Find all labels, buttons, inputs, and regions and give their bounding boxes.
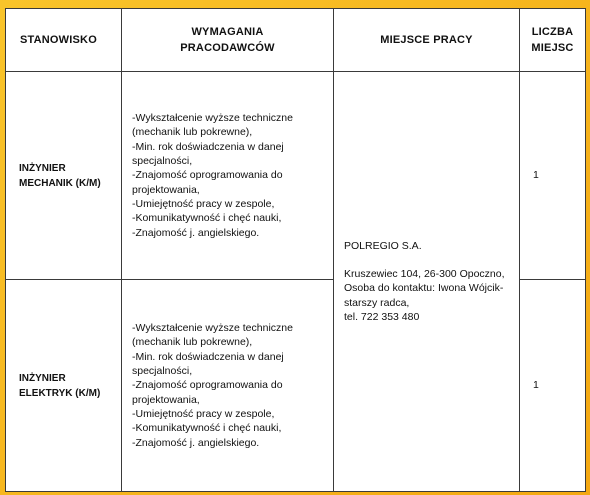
- header-count: [520, 9, 586, 72]
- requirement-line: projektowania,: [132, 183, 200, 196]
- header-count-line2: MIEJSC: [531, 42, 574, 54]
- header-position: [6, 9, 122, 72]
- count-value: 1: [533, 379, 539, 392]
- requirement-line: (mechanik lub pokrewne),: [132, 126, 253, 139]
- requirement-line: -Znajomość oprogramowania do: [132, 379, 283, 392]
- requirement-line: projektowania,: [132, 393, 200, 406]
- header-requirements-line2: PRACODAWCÓW: [180, 42, 275, 54]
- header-requirements: [122, 9, 334, 72]
- requirement-line: -Komunikatywność i chęć nauki,: [132, 212, 282, 225]
- requirement-line: -Znajomość j. angielskiego.: [132, 436, 260, 449]
- requirement-line: -Min. rok doświadczenia w danej: [132, 140, 284, 153]
- position-title-line2: MECHANIK (K/M): [19, 177, 101, 189]
- requirement-line: -Znajomość j. angielskiego.: [132, 226, 260, 239]
- requirement-line: (mechanik lub pokrewne),: [132, 336, 253, 349]
- requirement-line: -Wykształcenie wyższe techniczne: [132, 112, 293, 125]
- company-address: Kruszewiec 104, 26-300 Opoczno,: [344, 268, 505, 281]
- header-row: [6, 9, 586, 72]
- requirement-line: specjalności,: [132, 365, 193, 378]
- requirement-line: -Min. rok doświadczenia w danej: [132, 350, 284, 363]
- requirement-line: -Znajomość oprogramowania do: [132, 169, 283, 182]
- company-name: POLREGIO S.A.: [344, 239, 422, 252]
- job-offers-table: [5, 8, 586, 492]
- contact-phone: tel. 722 353 480: [344, 310, 420, 323]
- header-requirements-line1: WYMAGANIA: [191, 26, 264, 38]
- requirements-cell: [122, 280, 334, 492]
- position-title-line1: INŻYNIER: [19, 162, 66, 174]
- requirement-line: -Komunikatywność i chęć nauki,: [132, 422, 282, 435]
- contact-person-line2: starszy radca,: [344, 296, 410, 309]
- workplace-cell: [334, 72, 520, 492]
- count-cell: [520, 280, 586, 492]
- requirement-line: -Wykształcenie wyższe techniczne: [132, 322, 293, 335]
- requirement-line: specjalności,: [132, 155, 193, 168]
- position-title-line1: INŻYNIER: [19, 372, 66, 384]
- requirements-cell: [122, 72, 334, 280]
- header-workplace: [334, 9, 520, 72]
- position-cell: [6, 72, 122, 280]
- table-row-mechanik: [6, 72, 586, 280]
- requirement-line: -Umiejętność pracy w zespole,: [132, 407, 275, 420]
- header-count-line1: LICZBA: [531, 26, 574, 38]
- position-title-line2: ELEKTRYK (K/M): [19, 387, 101, 399]
- spacer: [344, 253, 511, 267]
- position-cell: [6, 280, 122, 492]
- contact-person-line1: Osoba do kontaktu: Iwona Wójcik-: [344, 282, 504, 295]
- count-cell: [520, 72, 586, 280]
- header-position-label: STANOWISKO: [20, 34, 97, 46]
- requirement-line: -Umiejętność pracy w zespole,: [132, 197, 275, 210]
- header-workplace-label: MIEJSCE PRACY: [380, 34, 473, 46]
- count-value: 1: [533, 169, 539, 182]
